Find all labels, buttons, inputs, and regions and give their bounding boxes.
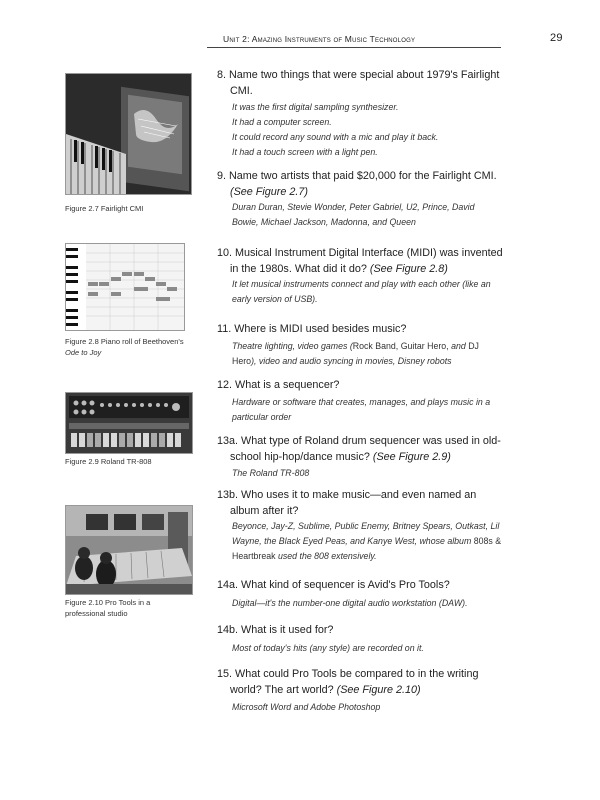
answer-10: It let musical instruments connect and play with each other (like an early version of USB).: [232, 279, 491, 304]
figure-pro-tools-studio-photo: [65, 505, 193, 595]
question-13b-text: 13b. Who uses it to make music—and even named an album after it?: [217, 489, 477, 517]
question-11-text: 11. Where is MIDI used besides music?: [217, 323, 407, 335]
figure-caption-2-9: Figure 2.9 Roland TR-808: [65, 457, 152, 466]
question-10-text: 10. Musical Instrument Digital Interface (MIDI) was invented in the 1980s. What did it do?: [217, 247, 503, 275]
unit-title: Unit 2: Amazing Instruments of Music Technology: [223, 34, 416, 44]
question-13b: [217, 488, 507, 519]
question-12: [217, 378, 507, 394]
answer-9: Duran Duran, Stevie Wonder, Peter Gabriel, U2, Prince, David Bowie, Michael Jackson, Madonna, and Queen: [232, 202, 475, 227]
question-11: [217, 322, 507, 338]
answer-11-part-1: Theatre lighting, video games (: [232, 341, 353, 351]
answer-13a: The Roland TR-808: [232, 468, 310, 478]
question-10-figure-ref: (See Figure 2.8): [369, 262, 448, 275]
question-14a: [217, 578, 507, 594]
header-rule: [207, 47, 501, 48]
question-10: [217, 246, 507, 277]
answer-13b-part-2: used the 808 extensively.: [275, 551, 377, 561]
question-14a-text: 14a. What kind of sequencer is Avid's Pro Tools?: [217, 579, 450, 591]
answer-11-part-2: and: [448, 341, 469, 351]
answer-13b-part-1: Beyonce, Jay-Z, Sublime, Public Enemy, Britney Spears, Outkast, Lil Wayne, the Black Eyed Peas, and Kanye West, whose album: [232, 521, 500, 546]
question-9-figure-ref: (See Figure 2.7): [230, 185, 309, 198]
figure-fairlight-cmi-photo: [65, 73, 192, 195]
answer-11-games-2: DJ Hero: [232, 341, 479, 366]
question-15: [217, 667, 507, 698]
question-15-text: 15. What could Pro Tools be compared to in the writing world? The art world?: [217, 668, 479, 696]
question-8: [217, 68, 507, 99]
answer-11: [232, 339, 502, 369]
question-13a: [217, 434, 507, 465]
answer-13b: [232, 519, 502, 564]
answer-11-part-3: ), video and audio syncing in movies, Disney robots: [251, 356, 452, 366]
question-14b: [217, 623, 507, 639]
answer-8-line-2: It had a computer screen.: [232, 117, 332, 127]
answer-15: Microsoft Word and Adobe Photoshop: [232, 702, 381, 712]
figure-caption-2-8: [65, 336, 190, 358]
figure-caption-2-10: Figure 2.10 Pro Tools in a professional studio: [65, 598, 151, 618]
question-9: [217, 169, 507, 200]
page-number: 29: [550, 32, 563, 44]
running-header: [223, 32, 563, 44]
answer-8-line-4: It had a touch screen with a light pen.: [232, 147, 378, 157]
question-12-text: 12. What is a sequencer?: [217, 379, 340, 391]
question-14b-text: 14b. What is it used for?: [217, 624, 334, 636]
figure-caption-2-8-title: Ode to Joy: [65, 348, 102, 357]
question-15-figure-ref: (See Figure 2.10): [336, 683, 421, 696]
figure-piano-roll-photo: [65, 243, 185, 331]
question-13a-text: 13a. What type of Roland drum sequencer was used in old-school hip-hop/dance music?: [217, 435, 501, 463]
answer-8-line-1: It was the first digital sampling synthesizer.: [232, 102, 399, 112]
answer-14b: Most of today's hits (any style) are recorded on it.: [232, 643, 424, 653]
answer-11-games-1: Rock Band, Guitar Hero,: [352, 341, 449, 351]
question-8-text: 8. Name two things that were special about 1979's Fairlight CMI.: [217, 69, 500, 97]
answer-14a: Digital—it's the number-one digital audio workstation (DAW).: [232, 598, 468, 608]
figure-caption-2-8-text: Figure 2.8 Piano roll of Beethoven's: [65, 337, 184, 346]
answer-8-line-3: It could record any sound with a mic and play it back.: [232, 132, 439, 142]
question-9-text: 9. Name two artists that paid $20,000 for the Fairlight CMI.: [217, 170, 497, 182]
answer-13b-album: 808s & Heartbreak: [232, 536, 502, 561]
question-13a-figure-ref: (See Figure 2.9): [372, 450, 451, 463]
answer-8: [232, 100, 502, 160]
figure-caption-2-7: Figure 2.7 Fairlight CMI: [65, 204, 144, 213]
figure-roland-tr808-photo: [65, 392, 193, 454]
answer-12: Hardware or software that creates, manages, and plays music in a particular order: [232, 397, 491, 422]
